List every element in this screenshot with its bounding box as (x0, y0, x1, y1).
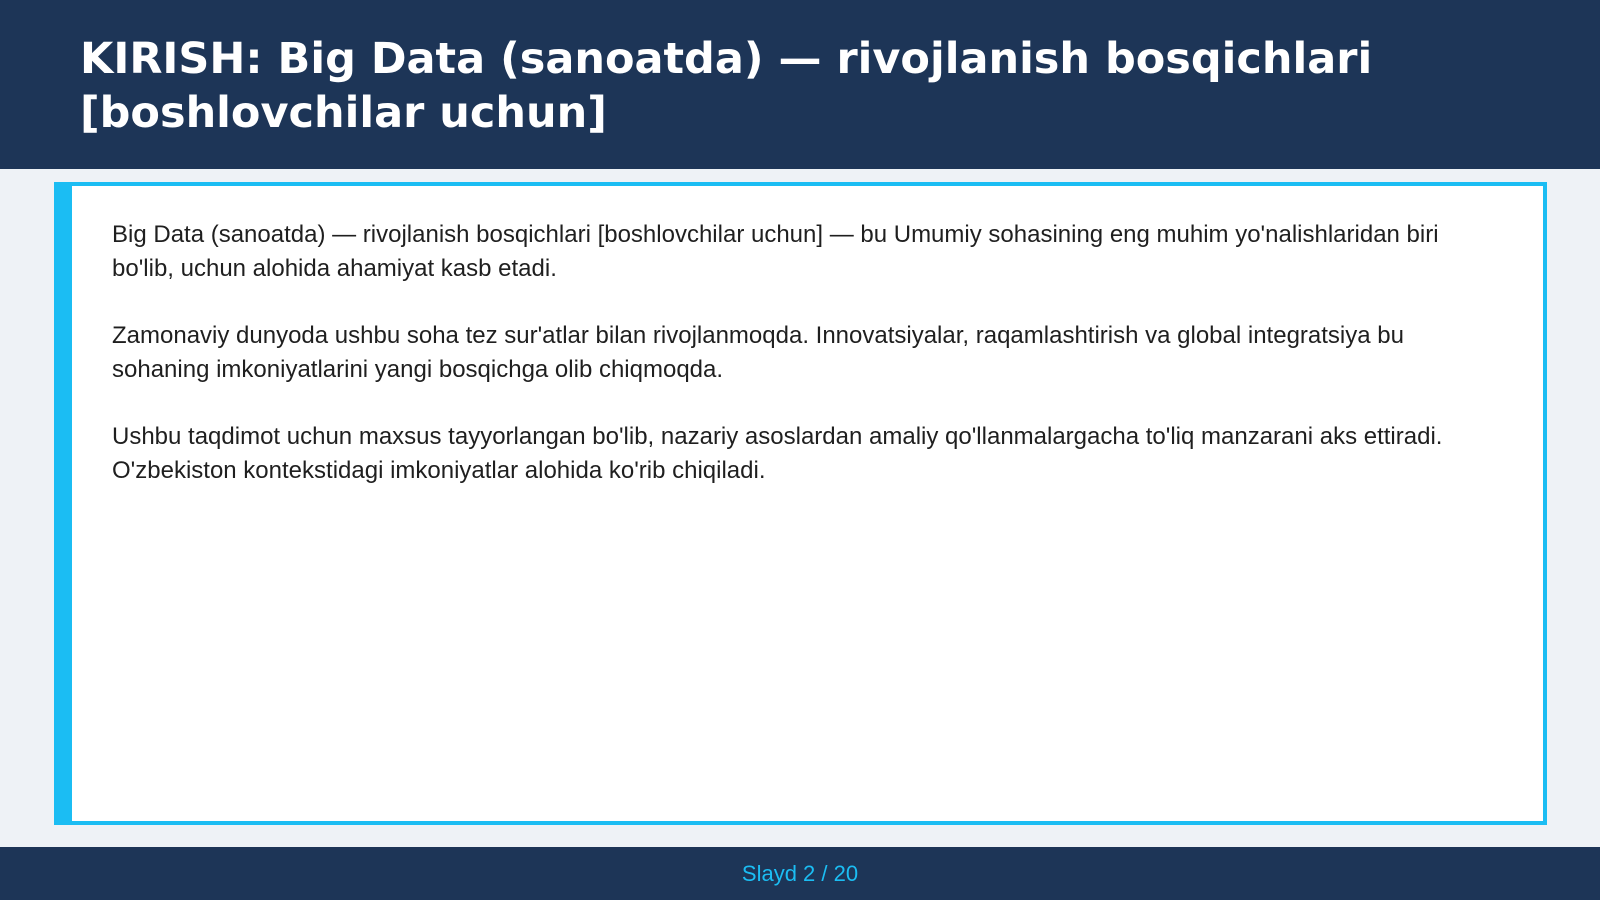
paragraph-modern-world: Zamonaviy dunyoda ushbu soha tez sur'atlar bilan rivojlanmoqda. Innovatsiyalar, raqamlashtirish va global integratsiya bu sohaning imkoniyatlarini yangi bosqichga olib chiqmoqda. (112, 322, 1404, 383)
paragraph-presentation: Ushbu taqdimot uchun maxsus tayyorlangan bo'lib, nazariy asoslardan amaliy qo'llanmalargacha to'liq manzarani aks ettiradi. O'zbekiston kontekstidagi imkoniyatlar alohida ko'rib chiqiladi. (112, 423, 1443, 484)
slide-title: KIRISH: Big Data (sanoatda) — rivojlanish bosqichlari [boshlovchilar uchun] (80, 34, 1373, 138)
paragraph-intro: Big Data (sanoatda) — rivojlanish bosqichlari [boshlovchilar uchun] — bu Umumiy sohasining eng muhim yo'nalishlaridan biri bo'lib, uchun alohida ahamiyat kasb etadi. (112, 221, 1439, 282)
content-box (54, 182, 1547, 825)
slide-header (0, 0, 1600, 169)
slide-counter: Slayd 2 / 20 (741, 860, 859, 886)
slide-footer (0, 847, 1600, 900)
